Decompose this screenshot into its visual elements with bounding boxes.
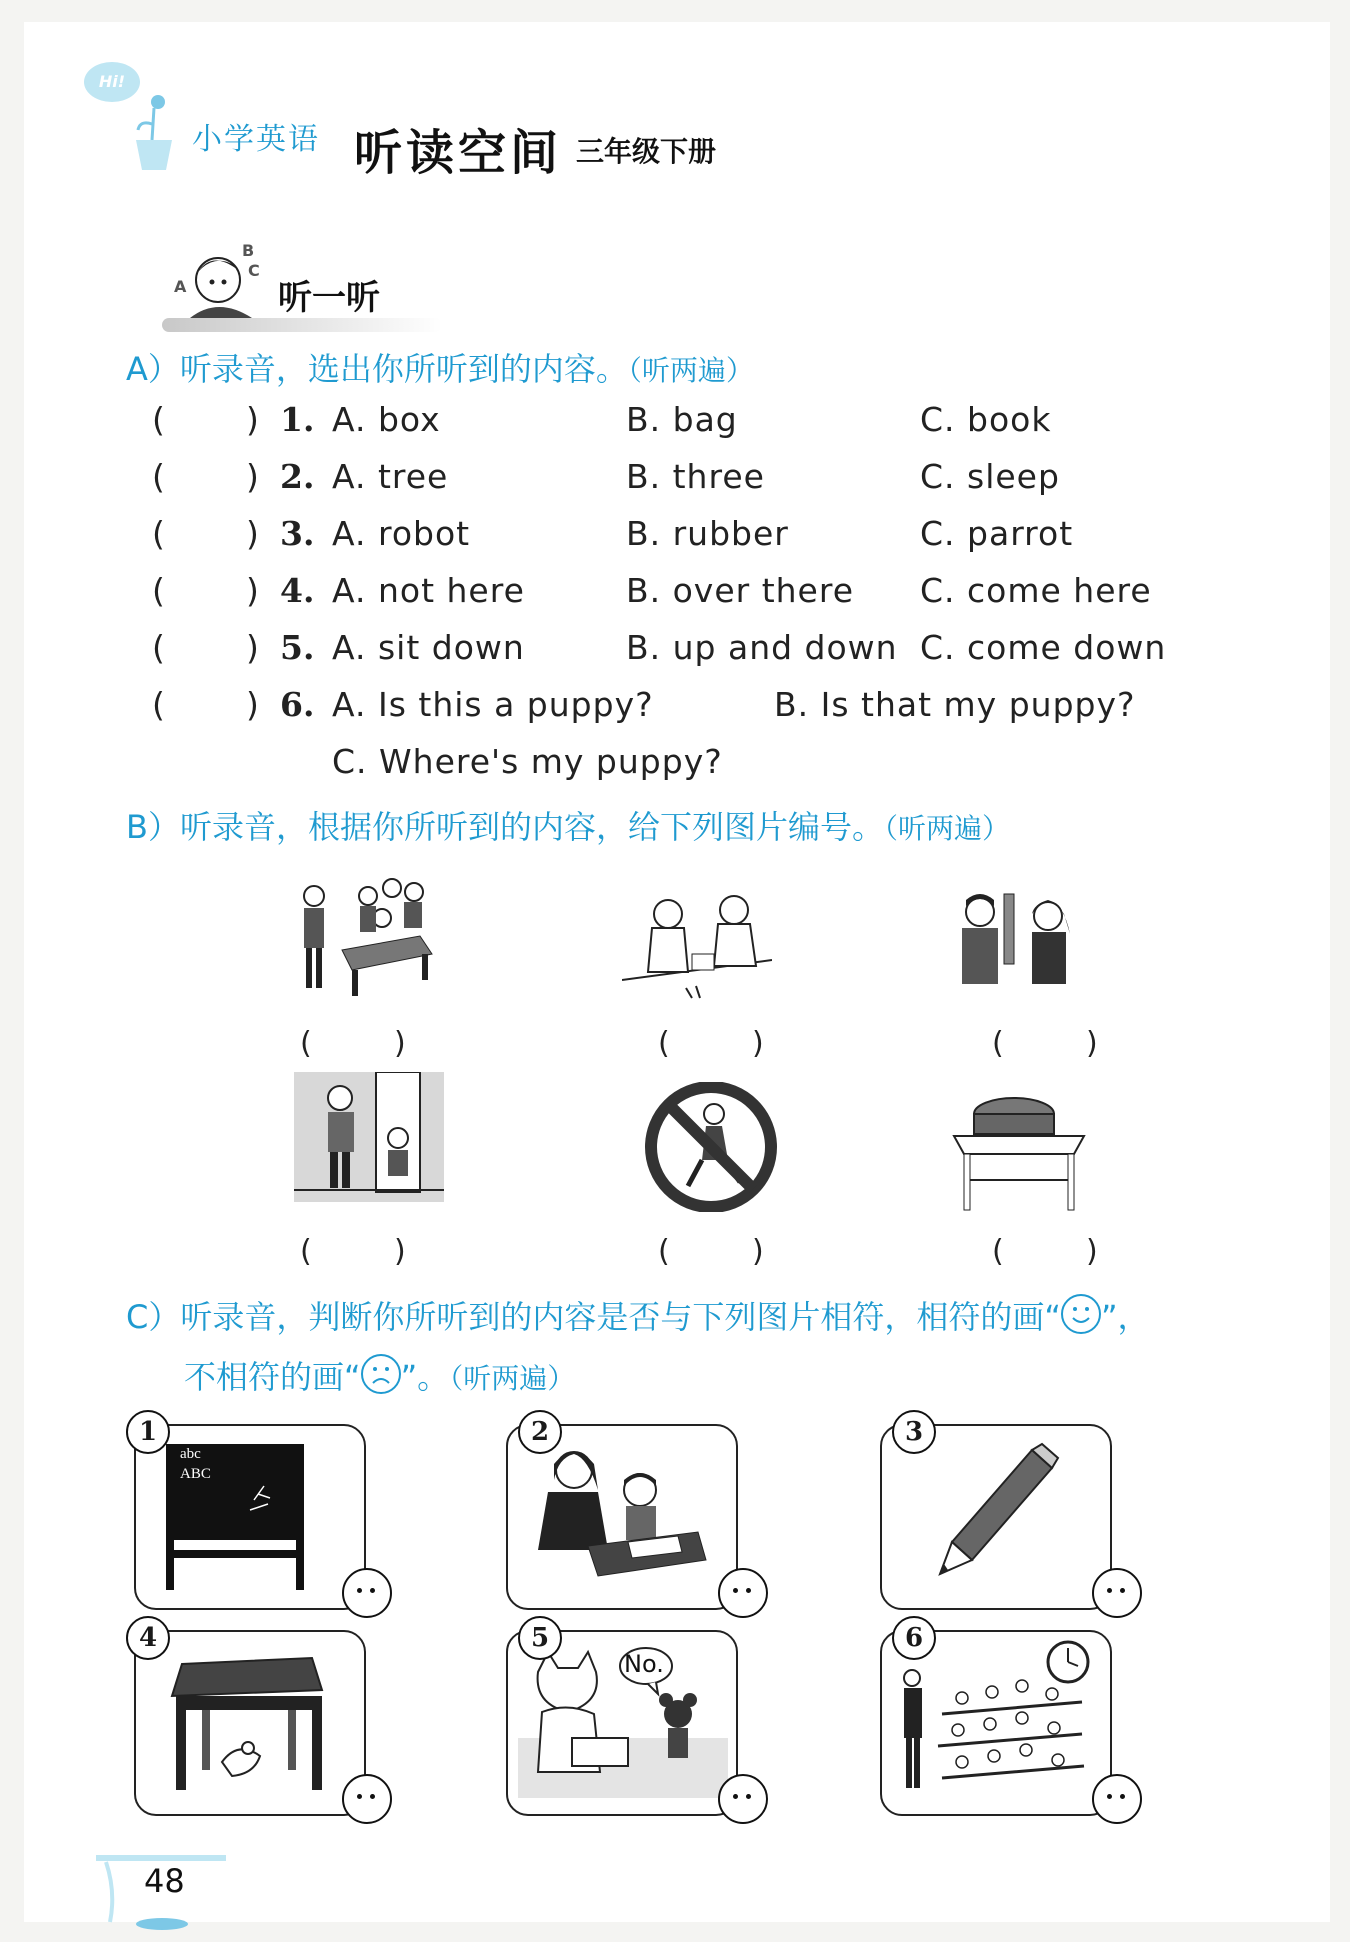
picture-box-1 — [134, 1424, 366, 1610]
part-a-label: A）听录音，选出你所听到的内容。 — [126, 350, 628, 388]
answer-paren-left[interactable]: ( — [152, 571, 165, 610]
answer-paren-left[interactable]: ( — [152, 457, 165, 496]
question-row — [152, 457, 1252, 507]
answer-face-blank-icon[interactable] — [718, 1774, 768, 1824]
box-number-badge: 4 — [126, 1616, 170, 1660]
series-title: 听读空间 — [354, 125, 563, 181]
box-number-badge: 5 — [518, 1616, 562, 1660]
part-b-label: B）听录音，根据你所听到的内容，给下列图片编号。 — [126, 808, 884, 846]
option-b: B. Is that my puppy? — [774, 685, 1136, 724]
option-c: C. book — [920, 400, 1052, 439]
hi-bubble-icon: Hi! — [84, 62, 140, 102]
answer-paren-right: ) — [246, 571, 259, 610]
part-c-label-3: 不相符的画“ — [184, 1358, 361, 1396]
speech-bubble-text: No. — [624, 1650, 664, 1678]
answer-paren-right: ) — [246, 685, 259, 724]
boy-reading-icon — [172, 242, 272, 322]
box-number-badge: 6 — [892, 1616, 936, 1660]
question-row — [152, 400, 1252, 450]
part-b-note: （听两遍） — [883, 812, 1010, 845]
paren-left: ( — [658, 1234, 670, 1269]
svg-text:A: A — [174, 277, 187, 296]
box-number-badge: 1 — [126, 1410, 170, 1454]
question-number: 5. — [280, 628, 315, 667]
option-c: C. come down — [920, 628, 1167, 667]
sad-face-icon — [361, 1354, 401, 1394]
series-subtitle: 小学英语 — [192, 122, 320, 157]
paren-right: ) — [752, 1234, 764, 1269]
option-c: C. come here — [920, 571, 1152, 610]
box-number-badge: 2 — [518, 1410, 562, 1454]
question-number: 3. — [280, 514, 315, 553]
man-at-door-icon — [294, 1072, 444, 1202]
question-row — [152, 571, 1252, 621]
paren-left: ( — [992, 1234, 1004, 1269]
no-running-sign-icon — [636, 1082, 786, 1212]
question-number: 2. — [280, 457, 315, 496]
kids-at-table-icon — [622, 880, 772, 1010]
box-number-badge: 3 — [892, 1410, 936, 1454]
part-c-label-2: ”， — [1100, 1298, 1150, 1336]
answer-paren-right: ) — [246, 400, 259, 439]
option-a: A. robot — [332, 514, 471, 553]
option-b: B. over there — [626, 571, 854, 610]
section-title: 听一听 — [278, 278, 380, 318]
option-c: C. Where's my puppy? — [332, 742, 723, 781]
page-number: 48 — [144, 1862, 185, 1900]
question-row-continued — [152, 742, 1252, 792]
part-c-label-4: ”。 — [400, 1358, 450, 1396]
option-b: B. rubber — [626, 514, 789, 553]
question-row — [152, 685, 1252, 735]
answer-face-blank-icon[interactable] — [342, 1774, 392, 1824]
answer-face-blank-icon[interactable] — [342, 1568, 392, 1618]
blackboard-text-lower: abc — [180, 1446, 201, 1462]
part-c-note: （听两遍） — [449, 1362, 576, 1395]
option-a: A. tree — [332, 457, 449, 496]
answer-face-blank-icon[interactable] — [1092, 1568, 1142, 1618]
paren-right: ) — [752, 1026, 764, 1061]
answer-paren-left[interactable]: ( — [152, 685, 165, 724]
blackboard-text-upper: ABC — [180, 1466, 211, 1482]
answer-paren-right: ) — [246, 457, 259, 496]
answer-face-blank-icon[interactable] — [718, 1568, 768, 1618]
pencil-icon — [922, 1440, 1072, 1590]
question-number: 4. — [280, 571, 315, 610]
paren-left: ( — [658, 1026, 670, 1061]
flower-pot-icon — [132, 94, 176, 172]
option-a: A. Is this a puppy? — [332, 685, 654, 724]
question-row — [152, 628, 1252, 678]
paren-left: ( — [992, 1026, 1004, 1061]
paren-left: ( — [300, 1234, 312, 1269]
option-a: A. sit down — [332, 628, 525, 667]
answer-paren-right: ) — [246, 628, 259, 667]
paren-right: ) — [394, 1234, 406, 1269]
picture-box-4 — [134, 1630, 366, 1816]
classroom-clock-icon — [892, 1638, 1102, 1808]
paren-right: ) — [1086, 1026, 1098, 1061]
option-c: C. sleep — [920, 457, 1060, 496]
part-a-note: （听两遍） — [627, 354, 754, 387]
worksheet-page — [24, 22, 1330, 1922]
option-b: B. bag — [626, 400, 738, 439]
option-b: B. three — [626, 457, 765, 496]
lunchbox-on-table-icon — [944, 1084, 1094, 1214]
paren-right: ) — [1086, 1234, 1098, 1269]
grade-label: 三年级下册 — [576, 135, 717, 168]
paren-left: ( — [300, 1026, 312, 1061]
svg-text:B: B — [242, 242, 255, 260]
answer-paren-left[interactable]: ( — [152, 400, 165, 439]
svg-text:C: C — [248, 261, 260, 280]
part-b-instruction — [126, 802, 1010, 848]
part-c-label-1: C）听录音，判断你所听到的内容是否与下列图片相符，相符的画“ — [126, 1298, 1061, 1336]
teacher-student-book-icon — [528, 1440, 708, 1590]
answer-face-blank-icon[interactable] — [1092, 1774, 1142, 1824]
answer-paren-left[interactable]: ( — [152, 628, 165, 667]
option-a: A. box — [332, 400, 441, 439]
smiley-face-icon — [1061, 1294, 1101, 1334]
option-a: A. not here — [332, 571, 525, 610]
bird-under-desk-icon — [162, 1644, 332, 1794]
option-c: C. parrot — [920, 514, 1074, 553]
question-number: 6. — [280, 685, 315, 724]
answer-paren-left[interactable]: ( — [152, 514, 165, 553]
option-b: B. up and down — [626, 628, 898, 667]
paren-right: ) — [394, 1026, 406, 1061]
two-children-ruler-icon — [944, 884, 1094, 1014]
question-number: 1. — [280, 400, 315, 439]
answer-paren-right: ) — [246, 514, 259, 553]
cat-and-mouse-icon — [518, 1642, 728, 1802]
question-row — [152, 514, 1252, 564]
part-c-instruction — [126, 1292, 1150, 1338]
part-a-instruction — [126, 344, 754, 390]
teacher-classroom-icon — [292, 870, 442, 1000]
part-c-instruction-line2 — [184, 1352, 575, 1398]
section-badge — [162, 240, 442, 340]
